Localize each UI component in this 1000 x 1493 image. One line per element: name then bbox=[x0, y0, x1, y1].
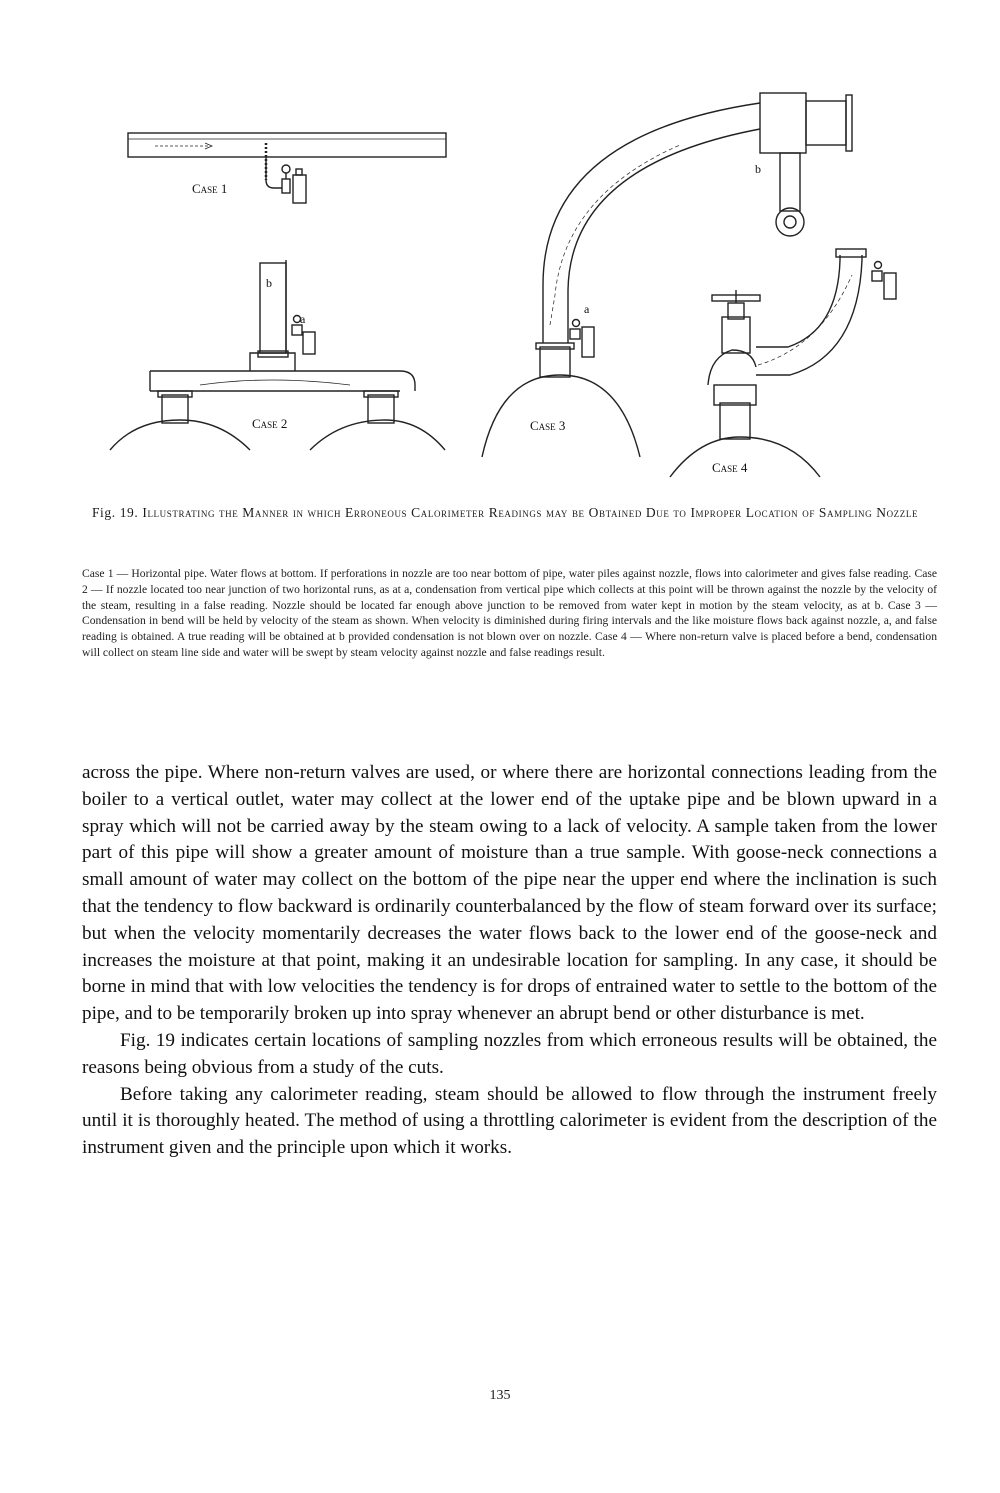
case3-label-b: b bbox=[755, 162, 761, 176]
case3-diagram bbox=[482, 93, 852, 457]
figure-caption bbox=[90, 503, 920, 523]
case2-label-b: b bbox=[266, 276, 272, 290]
case4-label: Case 4 bbox=[712, 460, 748, 475]
case2-label: Case 2 bbox=[252, 416, 288, 431]
case2-label-a: a bbox=[300, 312, 306, 326]
case1-label: Case 1 bbox=[192, 181, 228, 196]
case1-diagram bbox=[128, 133, 446, 203]
case-notes: Case 1 — Horizontal pipe. Water flows at bottom. If perforations in nozzle are too near bottom of pipe, water piles against nozzle, flows into calorimeter and gives false reading. Case 2 — If nozzle located too near junction of two horizontal runs, as at a, condensation from vertical pipe which collects at this point will be thrown against the nozzle by the velocity of the steam, resulting in a false reading. Nozzle should be located far enough above junction to be removed from water kept in motion by the steam velocity, as at b. Case 3 — Condensation in bend will be held by velocity of the steam as shown. When velocity is diminished during firing intervals and the like moisture flows back against nozzle, a, and false reading is obtained. A true reading will be obtained at b provided condensation is not blown over on nozzle. Case 4 — Where non-return valve is placed before a bend, condensation will collect on steam line side and water will be swept by steam velocity against nozzle and false readings result. bbox=[82, 567, 937, 659]
case3-label: Case 3 bbox=[530, 418, 566, 433]
figure-19-illustration bbox=[100, 85, 940, 490]
case3-label-a: a bbox=[584, 302, 590, 316]
paragraph-3: Before taking any calorimeter reading, steam should be allowed to flow through the instrument freely until it is thoroughly heated. The method of using a throttling calorimeter is evident from the description of the instrument given and the principle upon which it works. bbox=[82, 1083, 937, 1159]
paragraph-2: Fig. 19 indicates certain locations of sampling nozzles from which erroneous results will be obtained, the reasons being obvious from a study of the cuts. bbox=[82, 1029, 937, 1078]
paragraph-1: across the pipe. Where non-return valves are used, or where there are horizontal connections leading from the boiler to a vertical outlet, water may collect at the lower end of the uptake pipe and be blown upward in a spray which will not be carried away by the steam owing to a lack of velocity. A sample taken from the lower part of this pipe will show a greater amount of moisture than a true sample. With goose-neck connections a small amount of water may collect on the bottom of the pipe near the upper end where the inclination is such that the tendency to flow backward is ordinarily counterbalanced by the flow of steam forward over its surface; but when the velocity momentarily decreases the water flows back to the lower end of the goose-neck and increases the moisture at that point, making it an undesirable location for sampling. In any case, it should be borne in mind that with low velocities the tendency is for drops of entrained water to settle to the bottom of the pipe, and to be temporarily broken up into spray whenever an abrupt bend or other disturbance is met. bbox=[82, 762, 937, 1025]
case2-diagram bbox=[110, 260, 445, 450]
figure-title: Illustrating the Manner in which Erroneous Calorimeter Readings may be Obtained Due to Improper Location of Sampling Nozzle bbox=[142, 505, 919, 520]
page-number: 135 bbox=[489, 1388, 511, 1403]
figure-number: Fig. 19. bbox=[91, 505, 139, 520]
case4-diagram bbox=[670, 249, 896, 477]
body-text bbox=[82, 760, 937, 1162]
